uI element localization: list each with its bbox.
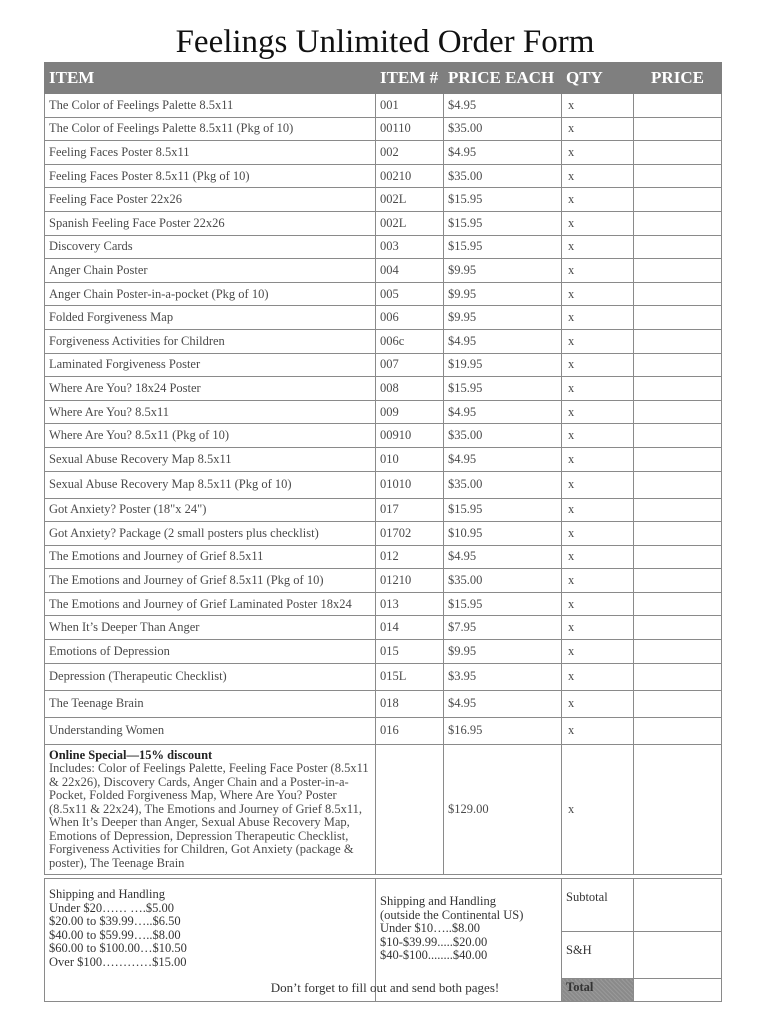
item-price-each: $9.95 bbox=[444, 306, 562, 330]
price-field[interactable] bbox=[634, 400, 722, 424]
table-row bbox=[45, 663, 722, 690]
table-row bbox=[45, 94, 722, 118]
item-number bbox=[376, 744, 444, 875]
item-name: Forgiveness Activities for Children bbox=[45, 329, 376, 353]
online-special-price: $129.00 bbox=[444, 744, 562, 875]
item-price-each: $15.95 bbox=[444, 211, 562, 235]
subtotal-label: Subtotal bbox=[562, 879, 634, 932]
item-name: Spanish Feeling Face Poster 22x26 bbox=[45, 211, 376, 235]
qty-field[interactable]: x bbox=[562, 117, 634, 141]
item-name: Folded Forgiveness Map bbox=[45, 306, 376, 330]
table-row bbox=[45, 377, 722, 401]
table-row bbox=[45, 117, 722, 141]
item-name: The Emotions and Journey of Grief Laminated Poster 18x24 bbox=[45, 592, 376, 616]
item-number: 018 bbox=[376, 690, 444, 717]
item-price-each: $4.95 bbox=[444, 690, 562, 717]
item-number: 01702 bbox=[376, 522, 444, 546]
table-row bbox=[45, 447, 722, 471]
item-name: Discovery Cards bbox=[45, 235, 376, 259]
order-table bbox=[44, 62, 722, 875]
price-field[interactable] bbox=[634, 235, 722, 259]
item-price-each: $35.00 bbox=[444, 569, 562, 593]
shipping-intl-line: Under $10…..$8.00 bbox=[380, 921, 480, 935]
item-number: 012 bbox=[376, 545, 444, 569]
qty-field[interactable]: x bbox=[562, 616, 634, 640]
shipping-intl-line: $40-$100........$40.00 bbox=[380, 948, 488, 962]
item-number: 015 bbox=[376, 640, 444, 664]
item-number: 00210 bbox=[376, 164, 444, 188]
price-field[interactable] bbox=[634, 377, 722, 401]
item-number: 003 bbox=[376, 235, 444, 259]
item-name: Anger Chain Poster-in-a-pocket (Pkg of 10) bbox=[45, 282, 376, 306]
qty-field[interactable]: x bbox=[562, 400, 634, 424]
item-number: 006c bbox=[376, 329, 444, 353]
table-row bbox=[45, 235, 722, 259]
item-number: 01010 bbox=[376, 471, 444, 498]
table-row bbox=[45, 690, 722, 717]
item-name: Emotions of Depression bbox=[45, 640, 376, 664]
qty-field[interactable]: x bbox=[562, 282, 634, 306]
item-name: Sexual Abuse Recovery Map 8.5x11 (Pkg of 10) bbox=[45, 471, 376, 498]
price-field[interactable] bbox=[634, 717, 722, 744]
table-row bbox=[45, 717, 722, 744]
qty-field[interactable]: x bbox=[562, 329, 634, 353]
price-field[interactable] bbox=[634, 211, 722, 235]
item-price-each: $15.95 bbox=[444, 377, 562, 401]
price-field[interactable] bbox=[634, 447, 722, 471]
price-field[interactable] bbox=[634, 282, 722, 306]
item-name: Sexual Abuse Recovery Map 8.5x11 bbox=[45, 447, 376, 471]
price-field[interactable] bbox=[634, 545, 722, 569]
item-name: When It’s Deeper Than Anger bbox=[45, 616, 376, 640]
item-price-each: $16.95 bbox=[444, 717, 562, 744]
table-row bbox=[45, 522, 722, 546]
item-number: 00110 bbox=[376, 117, 444, 141]
price-field[interactable] bbox=[634, 616, 722, 640]
item-price-each: $15.95 bbox=[444, 235, 562, 259]
online-special-text: Includes: Color of Feelings Palette, Feeling Face Poster (8.5x11 & 22x26), Discovery Cards, Anger Chain and a Poster-in-a-Pocket, Folded Forgiveness Map, Where Are You? Poster (8.5x11 & 22x24), The Emotions and Journey of Grief 8.5x11, When It’s Deeper than Anger, Sexual Abuse Recovery Map, Emotions of Depression, Depression Therapeutic Checklist, Forgiveness Activities for Children, Got Anxiety (package & poster), The Teenage Brain bbox=[49, 761, 369, 870]
item-number: 002L bbox=[376, 188, 444, 212]
price-field[interactable] bbox=[634, 188, 722, 212]
item-name: The Color of Feelings Palette 8.5x11 (Pkg of 10) bbox=[45, 117, 376, 141]
shipping-us-line: $60.00 to $100.00…$10.50 bbox=[49, 941, 187, 955]
qty-field[interactable]: x bbox=[562, 377, 634, 401]
online-special-description bbox=[45, 744, 376, 875]
price-field[interactable] bbox=[634, 744, 722, 875]
price-field[interactable] bbox=[634, 498, 722, 522]
qty-field[interactable]: x bbox=[562, 690, 634, 717]
qty-field[interactable]: x bbox=[562, 306, 634, 330]
item-price-each: $15.95 bbox=[444, 592, 562, 616]
shipping-us-line: Over $100…………$15.00 bbox=[49, 954, 187, 969]
item-price-each: $10.95 bbox=[444, 522, 562, 546]
item-price-each: $35.00 bbox=[444, 164, 562, 188]
item-price-each: $4.95 bbox=[444, 141, 562, 165]
order-form bbox=[44, 62, 721, 875]
item-price-each: $35.00 bbox=[444, 117, 562, 141]
shipping-us-line: $20.00 to $39.99…..$6.50 bbox=[49, 914, 181, 928]
item-number: 016 bbox=[376, 717, 444, 744]
table-row bbox=[45, 569, 722, 593]
price-field[interactable] bbox=[634, 471, 722, 498]
item-number: 014 bbox=[376, 616, 444, 640]
table-row bbox=[45, 282, 722, 306]
subtotal-field[interactable] bbox=[634, 879, 722, 932]
header-item-number: ITEM # bbox=[376, 63, 444, 94]
table-row bbox=[45, 400, 722, 424]
qty-field[interactable]: x bbox=[562, 94, 634, 118]
shipping-intl-title: Shipping and Handling bbox=[380, 894, 496, 908]
qty-field[interactable]: x bbox=[562, 164, 634, 188]
table-row bbox=[45, 616, 722, 640]
item-price-each: $9.95 bbox=[444, 640, 562, 664]
qty-field[interactable]: x bbox=[562, 569, 634, 593]
table-row bbox=[45, 306, 722, 330]
sh-field[interactable] bbox=[634, 932, 722, 979]
item-price-each: $4.95 bbox=[444, 329, 562, 353]
item-number: 007 bbox=[376, 353, 444, 377]
item-name: Feeling Face Poster 22x26 bbox=[45, 188, 376, 212]
item-name: Feeling Faces Poster 8.5x11 (Pkg of 10) bbox=[45, 164, 376, 188]
qty-field[interactable]: x bbox=[562, 471, 634, 498]
qty-field[interactable]: x bbox=[562, 188, 634, 212]
table-row bbox=[45, 329, 722, 353]
qty-field[interactable]: x bbox=[562, 498, 634, 522]
qty-field[interactable]: x bbox=[562, 592, 634, 616]
price-field[interactable] bbox=[634, 663, 722, 690]
item-name: Feeling Faces Poster 8.5x11 bbox=[45, 141, 376, 165]
item-price-each: $4.95 bbox=[444, 94, 562, 118]
price-field[interactable] bbox=[634, 640, 722, 664]
table-row bbox=[45, 211, 722, 235]
item-name: Where Are You? 8.5x11 bbox=[45, 400, 376, 424]
item-price-each: $9.95 bbox=[444, 259, 562, 283]
shipping-us-title: Shipping and Handling bbox=[49, 887, 165, 901]
table-row bbox=[45, 424, 722, 448]
sh-label: S&H bbox=[562, 932, 634, 979]
item-number: 015L bbox=[376, 663, 444, 690]
price-field[interactable] bbox=[634, 164, 722, 188]
item-number: 009 bbox=[376, 400, 444, 424]
table-row bbox=[45, 592, 722, 616]
item-name: Laminated Forgiveness Poster bbox=[45, 353, 376, 377]
price-field[interactable] bbox=[634, 94, 722, 118]
qty-field[interactable]: x bbox=[562, 211, 634, 235]
table-row bbox=[45, 141, 722, 165]
qty-field[interactable]: x bbox=[562, 717, 634, 744]
table-row bbox=[45, 498, 722, 522]
item-number: 006 bbox=[376, 306, 444, 330]
qty-field[interactable]: x bbox=[562, 640, 634, 664]
price-field[interactable] bbox=[634, 259, 722, 283]
item-price-each: $9.95 bbox=[444, 282, 562, 306]
qty-field[interactable]: x bbox=[562, 424, 634, 448]
item-number: 002L bbox=[376, 211, 444, 235]
item-price-each: $4.95 bbox=[444, 447, 562, 471]
item-number: 004 bbox=[376, 259, 444, 283]
footer-note: Don’t forget to fill out and send both pages! bbox=[270, 980, 500, 995]
table-row bbox=[45, 259, 722, 283]
item-price-each: $15.95 bbox=[444, 498, 562, 522]
online-special-heading: Online Special—15% discount bbox=[49, 747, 213, 762]
price-field[interactable] bbox=[634, 592, 722, 616]
item-number: 013 bbox=[376, 592, 444, 616]
header-price: PRICE bbox=[634, 63, 722, 94]
item-name: The Color of Feelings Palette 8.5x11 bbox=[45, 94, 376, 118]
price-field[interactable] bbox=[634, 690, 722, 717]
qty-field[interactable]: x bbox=[562, 141, 634, 165]
qty-field[interactable]: x bbox=[562, 447, 634, 471]
table-row bbox=[45, 353, 722, 377]
item-name: Where Are You? 8.5x11 (Pkg of 10) bbox=[45, 424, 376, 448]
item-number: 017 bbox=[376, 498, 444, 522]
item-name: The Teenage Brain bbox=[45, 690, 376, 717]
header-item: ITEM bbox=[45, 63, 376, 94]
item-number: 001 bbox=[376, 94, 444, 118]
table-row bbox=[45, 471, 722, 498]
shipping-us-line: $40.00 to $59.99…..$8.00 bbox=[49, 927, 181, 942]
table-row bbox=[45, 188, 722, 212]
item-name: The Emotions and Journey of Grief 8.5x11 (Pkg of 10) bbox=[45, 569, 376, 593]
qty-field[interactable]: x bbox=[562, 663, 634, 690]
item-name: The Emotions and Journey of Grief 8.5x11 bbox=[45, 545, 376, 569]
item-name: Anger Chain Poster bbox=[45, 259, 376, 283]
price-field[interactable] bbox=[634, 117, 722, 141]
shipping-intl-line: $10-$39.99.....$20.00 bbox=[380, 934, 488, 949]
total-label: Total bbox=[562, 979, 634, 1002]
item-name: Depression (Therapeutic Checklist) bbox=[45, 663, 376, 690]
form-title: Feelings Unlimited Order Form bbox=[175, 24, 595, 60]
qty-field[interactable]: x bbox=[562, 545, 634, 569]
item-price-each: $35.00 bbox=[444, 424, 562, 448]
price-field[interactable] bbox=[634, 424, 722, 448]
table-row bbox=[45, 640, 722, 664]
table-row bbox=[45, 164, 722, 188]
qty-field[interactable]: x bbox=[562, 353, 634, 377]
table-row bbox=[45, 545, 722, 569]
item-number: 00910 bbox=[376, 424, 444, 448]
item-price-each: $7.95 bbox=[444, 616, 562, 640]
item-number: 005 bbox=[376, 282, 444, 306]
header-price-each: PRICE EACH bbox=[444, 63, 562, 94]
table-header bbox=[45, 63, 722, 94]
price-field[interactable] bbox=[634, 522, 722, 546]
item-name: Where Are You? 18x24 Poster bbox=[45, 377, 376, 401]
item-number: 010 bbox=[376, 447, 444, 471]
price-field[interactable] bbox=[634, 353, 722, 377]
qty-field[interactable]: x bbox=[562, 744, 634, 875]
price-field[interactable] bbox=[634, 141, 722, 165]
item-price-each: $35.00 bbox=[444, 471, 562, 498]
item-price-each: $4.95 bbox=[444, 400, 562, 424]
shipping-intl-subtitle: (outside the Continental US) bbox=[380, 907, 524, 922]
item-number: 01210 bbox=[376, 569, 444, 593]
item-price-each: $15.95 bbox=[444, 188, 562, 212]
qty-field[interactable]: x bbox=[562, 522, 634, 546]
item-name: Got Anxiety? Package (2 small posters plus checklist) bbox=[45, 522, 376, 546]
item-price-each: $4.95 bbox=[444, 545, 562, 569]
online-special-row bbox=[45, 744, 722, 875]
item-name: Understanding Women bbox=[45, 717, 376, 744]
item-price-each: $19.95 bbox=[444, 353, 562, 377]
price-field[interactable] bbox=[634, 569, 722, 593]
item-number: 002 bbox=[376, 141, 444, 165]
price-field[interactable] bbox=[634, 306, 722, 330]
shipping-us-line: Under $20…… ….$5.00 bbox=[49, 900, 174, 915]
item-price-each: $3.95 bbox=[444, 663, 562, 690]
item-number: 008 bbox=[376, 377, 444, 401]
qty-field[interactable]: x bbox=[562, 259, 634, 283]
header-qty: QTY bbox=[562, 63, 634, 94]
qty-field[interactable]: x bbox=[562, 235, 634, 259]
item-name: Got Anxiety? Poster (18"x 24") bbox=[45, 498, 376, 522]
price-field[interactable] bbox=[634, 329, 722, 353]
